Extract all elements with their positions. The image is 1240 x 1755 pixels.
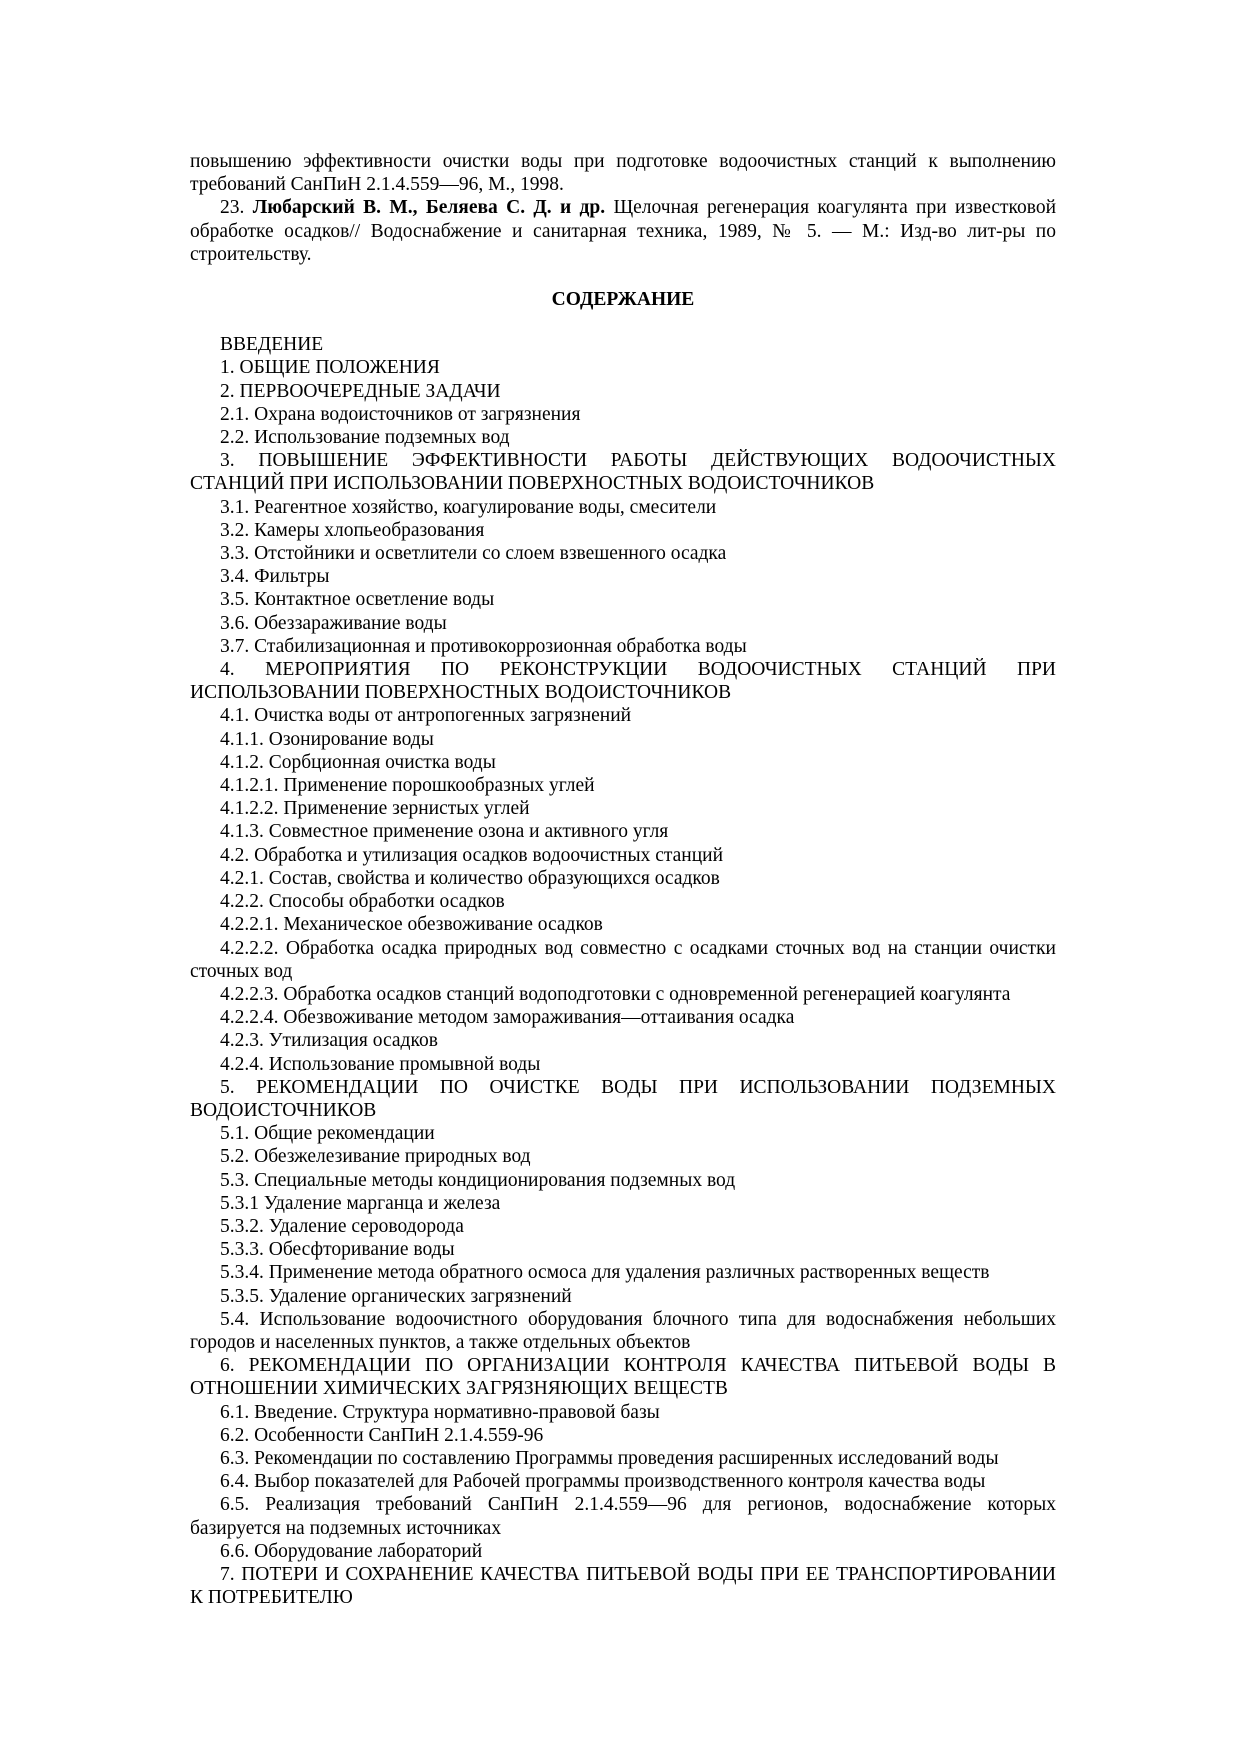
toc-entry: 5.2. Обезжелезивание природных вод: [220, 1146, 531, 1168]
toc-entry: 5. РЕКОМЕНДАЦИИ ПО ОЧИСТКЕ ВОДЫ ПРИ ИСПОЛЬЗОВАНИИ ПОДЗЕМНЫХ ВОДОИСТОЧНИКОВ: [190, 1076, 1056, 1121]
toc-entry: 5.3.5. Удаление органических загрязнений: [220, 1285, 572, 1307]
toc-entry: 4.2.4. Использование промывной воды: [220, 1053, 541, 1075]
toc-entry: 4. МЕРОПРИЯТИЯ ПО РЕКОНСТРУКЦИИ ВОДООЧИСТНЫХ СТАНЦИЙ ПРИ ИСПОЛЬЗОВАНИИ ПОВЕРХНОСТНЫХ ВОДОИСТОЧНИКОВ: [190, 659, 1056, 704]
toc-entry: 4.2.2.1. Механическое обезвоживание осадков: [220, 914, 603, 936]
toc-entry: 4.1.1. Озонирование воды: [220, 728, 434, 750]
toc-entry: 5.3. Специальные методы кондиционирования подземных вод: [220, 1169, 736, 1191]
toc-entry: 6.2. Особенности СанПиН 2.1.4.559-96: [220, 1424, 544, 1446]
toc-entry: 6. РЕКОМЕНДАЦИИ ПО ОРГАНИЗАЦИИ КОНТРОЛЯ КАЧЕСТВА ПИТЬЕВОЙ ВОДЫ В ОТНОШЕНИИ ХИМИЧЕСКИХ ЗАГРЯЗНЯЮЩИХ ВЕЩЕСТВ: [190, 1355, 1056, 1400]
toc-entry: 4.2.1. Состав, свойства и количество образующихся осадков: [220, 867, 720, 889]
toc-entry: 4.2.3. Утилизация осадков: [220, 1030, 438, 1052]
toc-entry: 6.1. Введение. Структура нормативно-правовой базы: [220, 1401, 660, 1423]
toc-entry: 7. ПОТЕРИ И СОХРАНЕНИЕ КАЧЕСТВА ПИТЬЕВОЙ ВОДЫ ПРИ ЕЕ ТРАНСПОРТИРОВАНИИ К ПОТРЕБИТЕЛЮ: [190, 1563, 1056, 1609]
toc-entry: 2. ПЕРВООЧЕРЕДНЫЕ ЗАДАЧИ: [220, 380, 501, 402]
toc-entry: 3.7. Стабилизационная и противокоррозионная обработка воды: [220, 635, 747, 657]
toc-entry: 3. ПОВЫШЕНИЕ ЭФФЕКТИВНОСТИ РАБОТЫ ДЕЙСТВУЮЩИХ ВОДООЧИСТНЫХ СТАНЦИЙ ПРИ ИСПОЛЬЗОВАНИИ ПОВЕРХНОСТНЫХ ВОДОИСТОЧНИКОВ: [190, 450, 1056, 495]
toc-entry: 5.4. Использование водоочистного оборудования блочного типа для водоснабжения небольших городов и населенных пунктов, а также отдельных объектов: [190, 1308, 1056, 1353]
toc-entry: 4.1.2. Сорбционная очистка воды: [220, 751, 496, 773]
toc-entry: 4.1.3. Совместное применение озона и активного угля: [220, 821, 669, 843]
toc-entry: 5.1. Общие рекомендации: [220, 1123, 435, 1145]
toc-entry: 5.3.4. Применение метода обратного осмоса для удаления различных растворенных веществ: [220, 1262, 990, 1284]
toc-entry: 5.3.1 Удаление марганца и железа: [220, 1192, 501, 1214]
reference-number: 23.: [220, 197, 245, 219]
toc-entry: 4.1. Очистка воды от антропогенных загрязнений: [220, 705, 632, 727]
contents-title: СОДЕРЖАНИЕ: [551, 289, 695, 311]
toc-entry: 6.5. Реализация требований СанПиН 2.1.4.559—96 для регионов, водоснабжение которых базируется на подземных источниках: [190, 1494, 1056, 1539]
toc-entry: 6.6. Оборудование лабораторий: [220, 1540, 483, 1562]
toc-entry: 4.1.2.1. Применение порошкообразных углей: [220, 775, 595, 797]
toc-entry: 3.6. Обеззараживание воды: [220, 612, 447, 634]
toc-entry: 3.1. Реагентное хозяйство, коагулирование воды, смесители: [220, 496, 717, 518]
toc-entry: 4.2. Обработка и утилизация осадков водоочистных станций: [220, 844, 724, 866]
reference-item-23: [190, 196, 1056, 266]
toc-entry: 5.3.3. Обесфторивание воды: [220, 1239, 455, 1261]
toc-entry: 4.1.2.2. Применение зернистых углей: [220, 798, 530, 820]
table-of-contents: [190, 333, 1056, 1609]
toc-entry: 6.4. Выбор показателей для Рабочей программы производственного контроля качества воды: [220, 1471, 986, 1493]
toc-entry: 4.2.2.3. Обработка осадков станций водоподготовки с одновременной регенерацией коагулянта: [220, 983, 1011, 1005]
toc-entry: 4.2.2.2. Обработка осадка природных вод совместно с осадками сточных вод на станции очистки сточных вод: [190, 937, 1056, 982]
toc-entry: 2.2. Использование подземных вод: [220, 427, 510, 449]
reference-continuation: повышению эффективности очистки воды при подготовке водоочистных станций к выполнению требований СанПиН 2.1.4.559—96, М., 1998.: [190, 151, 1056, 196]
toc-entry: 4.2.2. Способы обработки осадков: [220, 891, 505, 913]
toc-entry: 3.3. Отстойники и осветлители со слоем взвешенного осадка: [220, 543, 727, 565]
toc-entry: 5.3.2. Удаление сероводорода: [220, 1215, 464, 1237]
reference-authors: Любарский В. М., Беляева С. Д. и др.: [252, 197, 606, 219]
toc-entry: 4.2.2.4. Обезвоживание методом замораживания—оттаивания осадка: [220, 1007, 795, 1029]
document-page: [190, 150, 1056, 1609]
toc-entry: 6.3. Рекомендации по составлению Программы проведения расширенных исследований воды: [220, 1447, 999, 1469]
toc-entry: 3.5. Контактное осветление воды: [220, 589, 495, 611]
toc-entry: 3.4. Фильтры: [220, 566, 330, 588]
toc-entry: 3.2. Камеры хлопьеобразования: [220, 519, 485, 541]
reference-text: Щелочная регенерация коагулянта при известковой обработке осадков// Водоснабжение и санитарная техника, 1989, № 5. — М.: Изд-во лит-ры по строительству.: [190, 197, 1057, 265]
toc-entry: 2.1. Охрана водоисточников от загрязнения: [220, 403, 581, 425]
toc-entry: ВВЕДЕНИЕ: [220, 334, 324, 356]
toc-entry: 1. ОБЩИЕ ПОЛОЖЕНИЯ: [220, 357, 440, 379]
